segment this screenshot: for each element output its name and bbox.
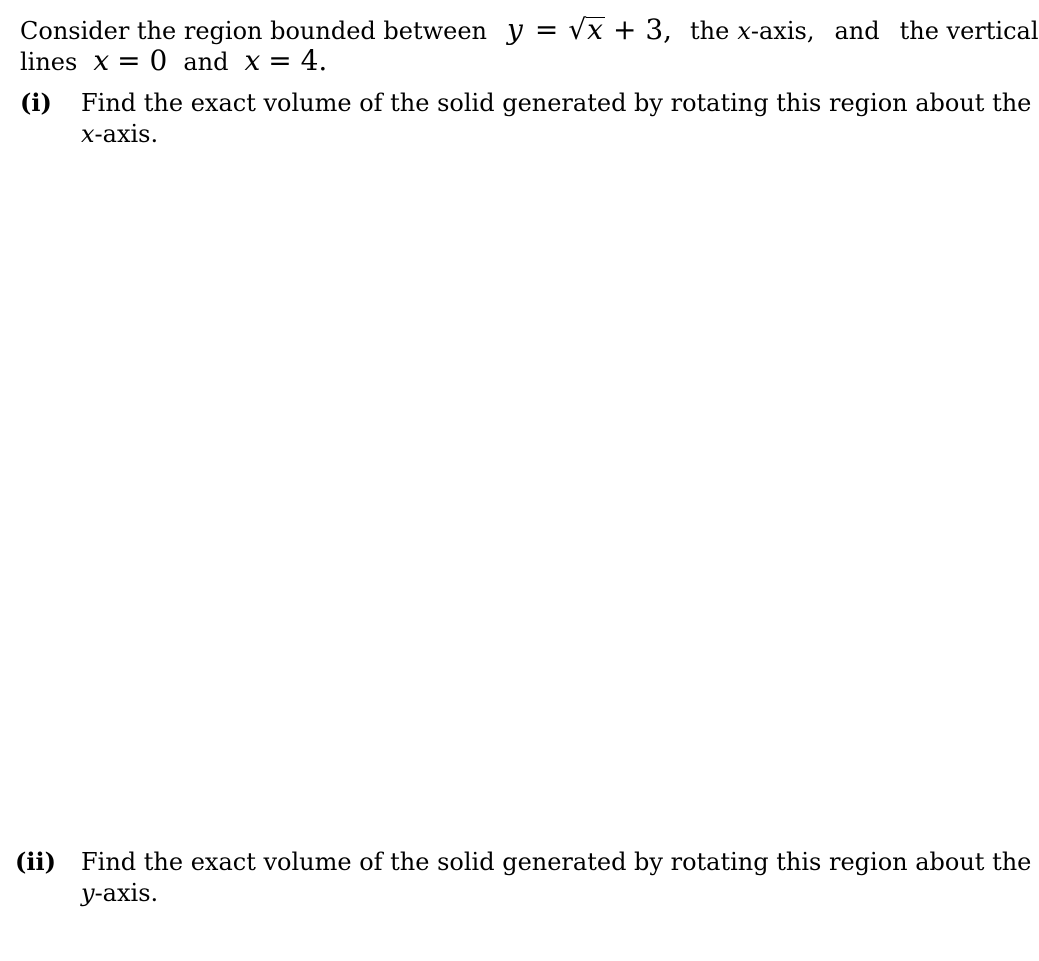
part-ii-question-text: Find the exact volume of the solid generated by rotating this region about the xyxy=(81,848,1032,876)
intro-text-consider: Consider the region bounded between xyxy=(20,17,488,45)
equation-y: y xyxy=(507,13,523,46)
intro-x-axis-var: x xyxy=(737,17,751,45)
equation-x0-value: = 0 xyxy=(117,44,168,77)
part-ii-line-1 xyxy=(15,847,56,877)
part-i-axis-suffix: -axis. xyxy=(94,120,159,148)
radical-sign-icon: √ xyxy=(568,13,587,46)
part-ii-label: (ii) xyxy=(15,847,56,876)
equation-equals: = xyxy=(534,13,559,46)
part-i-text-line-1 xyxy=(81,88,1031,118)
intro-x-axis-suffix: -axis, xyxy=(750,17,815,45)
part-i-axis-var: x xyxy=(81,120,95,148)
intro-text-and: and xyxy=(834,17,880,45)
part-ii-text-line-1 xyxy=(81,847,1031,877)
intro-text-the: the xyxy=(690,17,730,45)
intro-text-the-vertical: the vertical xyxy=(899,17,1039,45)
intro-text-and-2: and xyxy=(183,48,229,76)
part-ii-text-line-2 xyxy=(81,878,158,908)
sqrt-expression xyxy=(568,15,605,46)
part-i-label: (i) xyxy=(20,88,52,117)
intro-text-lines: lines xyxy=(20,48,78,76)
part-ii-axis-var: y xyxy=(81,879,95,907)
sqrt-radicand: x xyxy=(587,13,603,46)
part-i-text-line-2 xyxy=(81,119,158,149)
equation-x4-var: x xyxy=(244,44,261,77)
intro-line-2 xyxy=(20,46,327,77)
part-i-line-1 xyxy=(20,88,52,118)
equation-x0-var: x xyxy=(93,44,110,77)
part-i-question-text: Find the exact volume of the solid generated by rotating this region about the xyxy=(81,89,1032,117)
equation-x4-value: = 4. xyxy=(268,44,328,77)
part-ii-axis-suffix: -axis. xyxy=(94,879,159,907)
intro-line-1 xyxy=(20,15,1039,46)
equation-plus-three: + 3, xyxy=(612,13,673,46)
